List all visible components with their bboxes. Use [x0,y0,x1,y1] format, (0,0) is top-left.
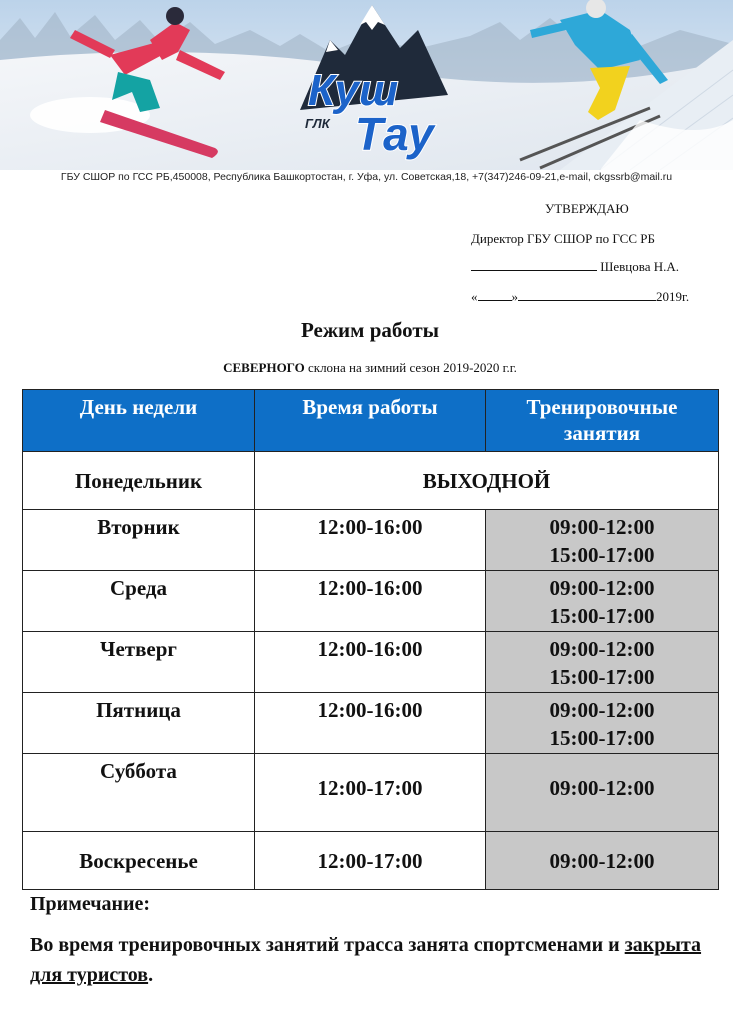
hours-cell: 12:00-16:00 [255,571,486,632]
logo-prefix-text: ГЛК [305,116,330,131]
header-hours: Время работы [255,390,486,452]
note-text-underlined: закрыта для туристов [30,934,702,986]
date-month-blank [518,289,656,301]
table-row [23,693,719,754]
subtitle-slope-name: СЕВЕРНОГО [223,360,305,375]
training-cell [486,571,719,632]
date-quote-open: « [471,289,478,304]
page-title: Режим работы [300,318,440,342]
table-row [23,832,719,890]
logo-second-text: Тау [355,108,434,160]
training-slot: 15:00-17:00 [549,726,655,750]
training-slot: 15:00-17:00 [549,665,655,689]
day-cell: Суббота [23,754,255,832]
subtitle-rest: склона на зимний сезон 2019-2020 г.г. [304,360,517,375]
page-subtitle [0,360,733,376]
note-text-end: . [148,964,154,986]
day-cell: Воскресенье [23,832,255,890]
header-day: День недели [23,390,255,452]
day-cell: Четверг [23,632,255,693]
hours-cell: 12:00-17:00 [255,832,486,890]
training-cell [486,632,719,693]
organization-contact-line: ГБУ СШОР по ГСС РБ,450008, Республика Башкортостан, г. Уфа, ул. Советская,18, +7(347)246-09-21,e-mail, ckgssrb@mail.ru [60,171,673,183]
ski-resort-banner-image [0,0,733,170]
note-text-plain: Во время тренировочных занятий трасса занята спортсменами и [30,934,625,956]
day-cell: Понедельник [23,452,255,510]
day-cell: Вторник [23,510,255,571]
date-year: 2019г. [656,289,690,304]
training-slot: 09:00-12:00 [549,698,655,722]
day-cell: Среда [23,571,255,632]
hours-cell: 12:00-17:00 [255,754,486,832]
schedule-table [22,389,719,890]
header-banner [0,0,733,170]
training-cell [486,693,719,754]
note-title: Примечание: [30,893,151,915]
training-slot: 09:00-12:00 [549,637,655,661]
table-row [23,754,719,832]
hours-cell: 12:00-16:00 [255,510,486,571]
date-quote-close: » [511,289,518,304]
approval-signer: Шевцова Н.А. [600,259,679,274]
table-row [23,571,719,632]
training-slot: 09:00-12:00 [549,576,655,600]
table-row [23,510,719,571]
day-cell: Пятница [23,693,255,754]
training-cell: 09:00-12:00 [486,754,719,832]
table-row-day-off [23,452,719,510]
approval-date-line [471,289,689,305]
training-cell [486,510,719,571]
day-off-cell: ВЫХОДНОЙ [255,452,719,510]
table-row [23,632,719,693]
approval-signature-line [471,259,679,275]
signature-blank [471,259,597,271]
hours-cell: 12:00-16:00 [255,632,486,693]
date-day-blank [478,289,512,301]
note-text [30,930,710,990]
hours-cell: 12:00-16:00 [255,693,486,754]
approval-title: УТВЕРЖДАЮ [545,201,629,216]
logo-main-text: Куш [308,66,399,115]
training-slot: 15:00-17:00 [549,543,655,567]
header-training: Тренировочные занятия [486,390,719,452]
training-cell: 09:00-12:00 [486,832,719,890]
training-slot: 09:00-12:00 [549,515,655,539]
approval-role: Директор ГБУ СШОР по ГСС РБ [471,231,655,246]
training-slot: 15:00-17:00 [549,604,655,628]
table-header-row [23,390,719,452]
